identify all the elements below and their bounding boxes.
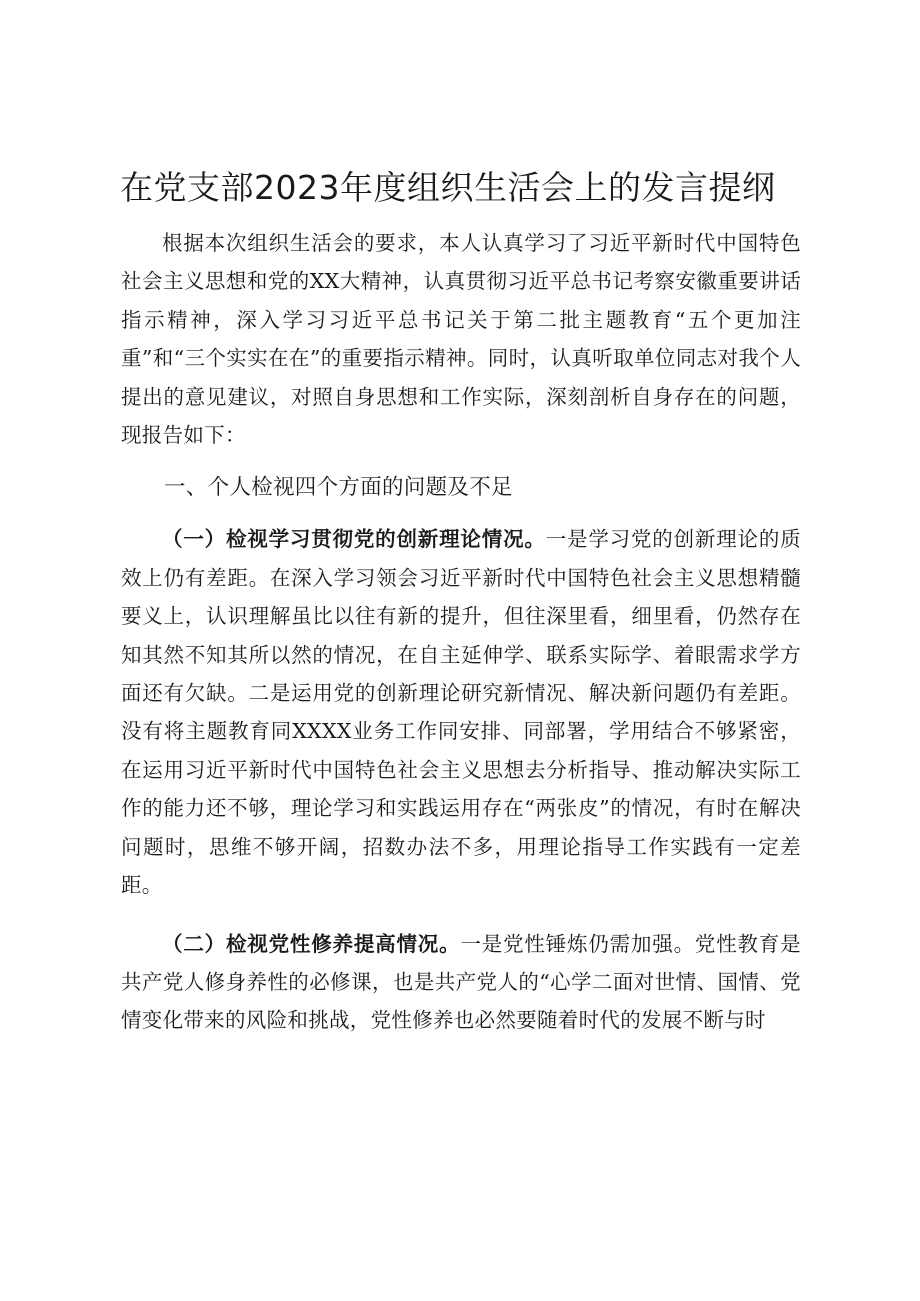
item-1-text: 一是学习党的创新理论的质效上仍有差距。在深入学习领会习近平新时代中国特色社会主义思想精髓要义上，认识理解虽比以往有新的提升，但往深里看，细里看，仍然存在知其然不知其所以然的情况，在自主延伸学、联系实际学、着眼需求学方面还有欠缺。二是运用党的创新理论研究新情况、解决新问题仍有差距。没有将主题教育同XXXX业务工作同安排、同部署，学用结合不够紧密，在运用习近平新时代中国特色社会主义思想去分析指导、推动解决实际工作的能力还不够，理论学习和实践运用存在“两张皮”的情况，有时在解决问题时，思维不够开阔，招数办法不多，用理论指导工作实践有一定差距。 bbox=[121, 527, 801, 898]
item-paragraph-1 bbox=[121, 520, 801, 904]
document-title: 在党支部2023年度组织生活会上的发言提纲 bbox=[120, 168, 776, 207]
intro-paragraph: 根据本次组织生活会的要求，本人认真学习了习近平新时代中国特色社会主义思想和党的XX大精神，认真贯彻习近平总书记考察安徽重要讲话指示精神，深入学习习近平总书记关于第二批主题教育“五个更加注重”和“三个实实在在”的重要指示精神。同时，认真听取单位同志对我个人提出的意见建议，对照自身思想和工作实际，深刻剖析自身存在的问题，现报告如下： bbox=[121, 231, 801, 448]
item-2-lead: （二）检视党性修养提高情况。 bbox=[162, 931, 461, 956]
document-body bbox=[121, 224, 801, 1040]
item-1-lead: （一）检视学习贯彻党的创新理论情况。 bbox=[162, 527, 546, 552]
item-paragraph-2 bbox=[121, 925, 801, 1040]
section-heading: 一、个人检视四个方面的问题及不足 bbox=[164, 475, 513, 501]
item-2-text: 一是党性锤炼仍需加强。党性教育是共产党人修身养性的必修课，也是共产党人的“心学二面对世情、国情、党情变化带来的风险和挑战，党性修养也必然要随着时代的发展不断与时 bbox=[121, 931, 801, 1033]
